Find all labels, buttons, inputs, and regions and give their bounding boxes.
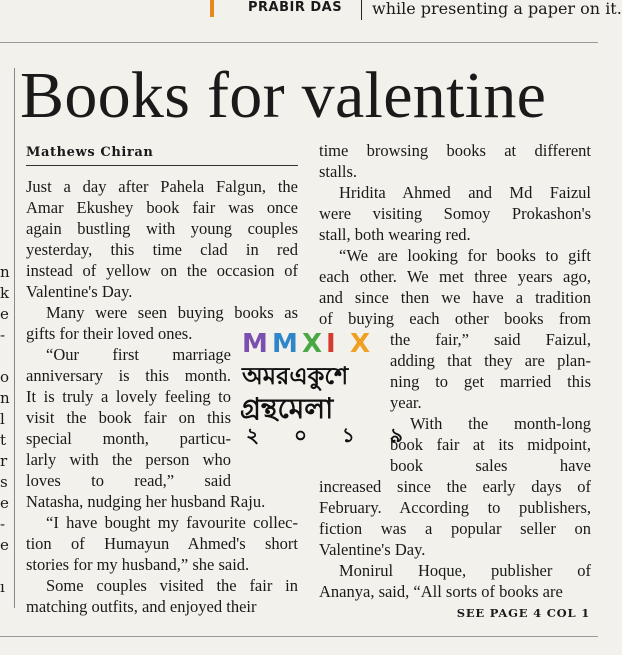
fragment-char: n [0,389,10,407]
top-strip [0,0,622,28]
text-line: Valentine's Day. [319,540,426,559]
text-line: Amar Ekushey book fair was once [26,198,298,217]
text-line: increased since the early days of [319,477,591,496]
previous-article-text: while presenting a paper on it. [372,0,622,18]
text-line: It is truly a lovely feeling to [26,387,231,406]
text-line: instead of yellow on the occasion of [26,261,298,280]
logo-roman-letter: X [350,329,371,359]
text-line: year. [390,393,422,412]
text-line: stall, both wearing red. [319,225,471,244]
text-line: gifts for their loved ones. [26,324,193,343]
text-line: loves to read,” said [26,471,231,490]
section-divider [0,42,598,43]
article-column-1 [26,176,298,344]
text-line: of buying each other books from [319,309,591,328]
article-column-1-bottom [26,491,298,617]
text-line: Many were seen buying books as [46,303,298,322]
adjacent-column-fragments [0,262,12,598]
text-line: visit the book fair on this [26,408,231,427]
logo-bangla-line2: গ্রন্থমেলা [240,392,334,425]
logo-bangla-line1: অমরএকুশে [242,362,349,390]
text-line: the fair,” said Faizul, [390,330,591,349]
column-divider-left [14,68,15,608]
text-line: Ananya, said, “All sorts of books are [319,582,563,601]
fragment-char: o [0,368,10,386]
text-line: “I have bought my favourite collec- [46,513,298,532]
article-column-2 [319,140,591,329]
text-line: February. According to publishers, [319,498,591,517]
fragment-char: - [0,326,6,344]
text-line: book sales have [390,456,591,475]
text-line: book fair at its midpoint, [390,435,591,454]
text-line: time browsing books at different [319,141,591,160]
logo-roman-letter: I [326,329,336,359]
page-bottom-rule [0,636,598,637]
article-headline: Books for valentine [20,59,547,132]
logo-roman-letter: M [272,329,298,359]
fragment-char: k [0,284,10,302]
text-line: yesterday, this time clad in red [26,240,298,259]
text-line: were visiting Somoy Prokashon's [319,204,591,223]
fragment-char: e [0,305,9,323]
article-column-2-wrap [390,329,591,476]
text-line: adding that they are plan- [390,351,591,370]
text-line: matching outfits, and enjoyed their [26,597,257,616]
column-divider [361,0,362,20]
article-column-2-bottom [319,476,591,602]
text-line: stories for my husband,” she said. [26,555,250,574]
text-line: each other. We met three years ago, [319,267,591,286]
author-rule [26,165,298,166]
text-line: larly with the person who [26,450,231,469]
logo-roman-letter: X [302,329,323,359]
logo-roman-letter: M [242,329,268,359]
text-line: and since then we have a tradition [319,288,591,307]
text-line: Valentine's Day. [26,282,133,301]
text-line: With the month-long [410,414,591,433]
fragment-char: e [0,494,9,512]
text-line: Natasha, nudging her husband Raju. [26,492,266,511]
continued-jump-line: SEE PAGE 4 COL 1 [456,606,590,620]
text-line: “Our first marriage [46,345,231,364]
fragment-char: l [0,410,5,428]
section-accent [210,0,214,17]
fragment-char: - [0,515,6,533]
article-column-1-wrap [26,344,231,491]
article-author: Mathews Chiran [26,145,154,160]
text-line: again bustling with young couples [26,219,298,238]
previous-article-byline: PRABIR DAS [248,0,343,15]
fragment-char: e [0,536,9,554]
fragment-char [0,346,12,367]
logo-roman-numerals [242,329,370,359]
text-line: Monirul Hoque, publisher of [339,561,591,580]
fragment-char: s [0,473,8,491]
text-line: fiction was a popular seller on [319,519,591,538]
fragment-char: t [0,431,7,449]
fragment-char: n [0,263,10,281]
fragment-char [0,556,12,577]
text-line: tion of Humayun Ahmed's short [26,534,298,553]
text-line: “We are looking for books to gift [339,246,591,265]
fragment-char: ı [0,578,5,596]
text-line: anniversary is this month. [26,366,231,385]
fragment-char: r [0,452,8,470]
text-line: stalls. [319,162,358,181]
text-line: Some couples visited the fair in [46,576,298,595]
logo-bangla-year: ২ ০ ১ ৯ [246,423,417,447]
text-line: Just a day after Pahela Falgun, the [26,177,298,196]
text-line: Hridita Ahmed and Md Faizul [339,183,591,202]
text-line: ning to get married this [390,372,591,391]
text-line: special month, particu- [26,429,231,448]
